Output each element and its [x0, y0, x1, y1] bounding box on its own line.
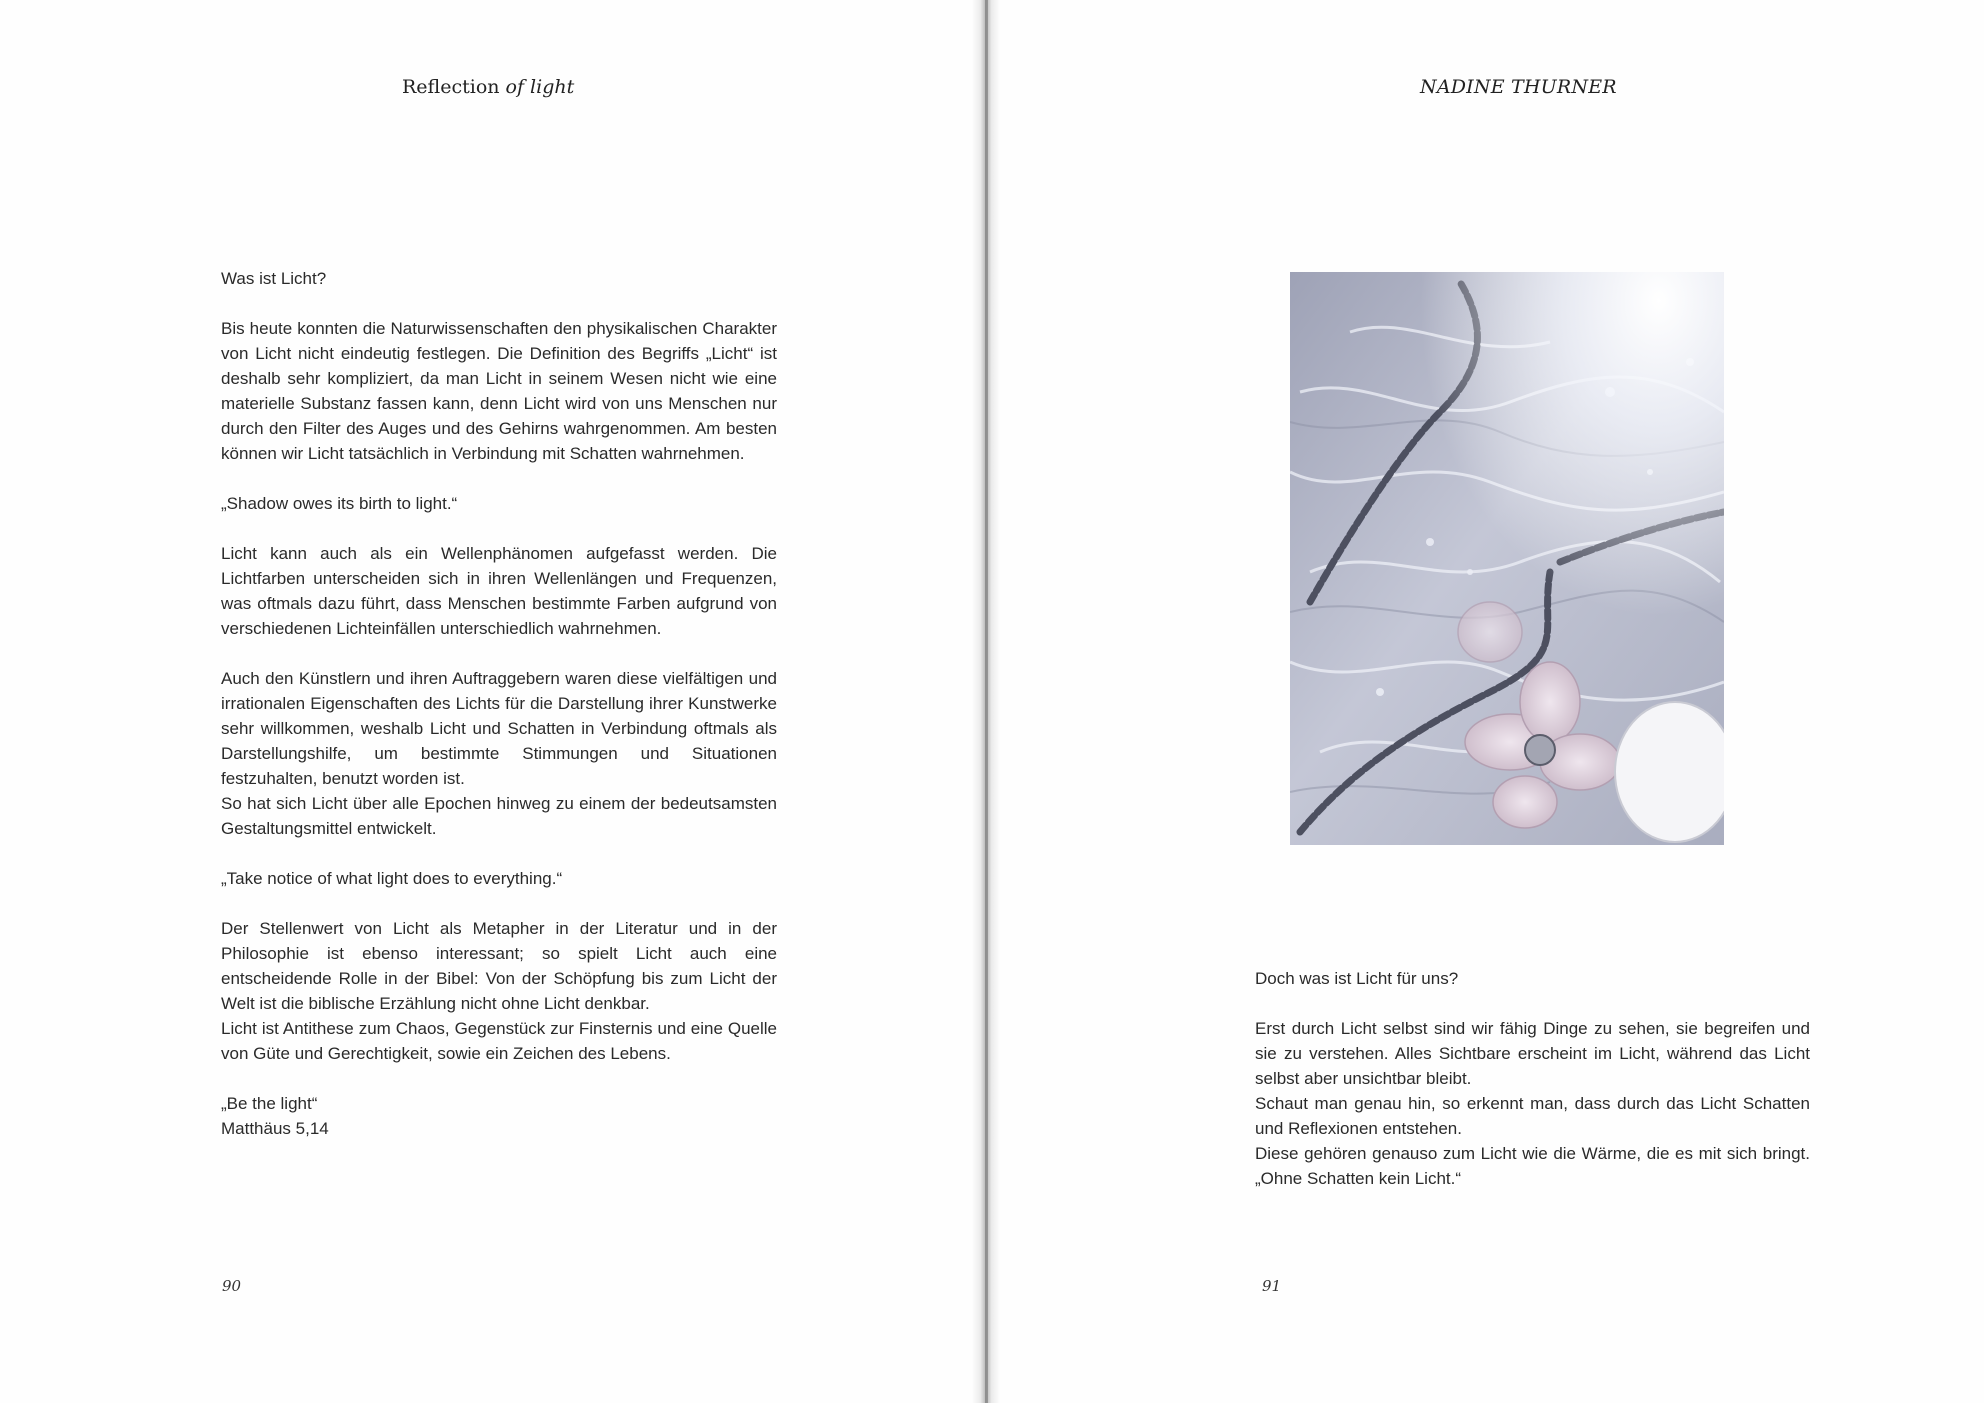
running-head-left-italic: of light	[505, 76, 575, 98]
left-paragraph-4: So hat sich Licht über alle Epochen hinweg zu einem der bedeutsamsten Gestaltungsmittel entwickelt.	[221, 794, 777, 838]
right-paragraph-group	[1255, 1016, 1810, 1191]
running-head-left	[402, 76, 574, 98]
left-paragraph-3-group	[221, 666, 777, 841]
right-heading: Doch was ist Licht für uns?	[1255, 969, 1459, 988]
right-paragraph-1: Erst durch Licht selbst sind wir fähig Dinge zu sehen, sie begreifen und sie zu verstehen. Alles Sichtbare erscheint im Licht, während das Licht selbst aber unsichtbar bleibt.	[1255, 1019, 1810, 1088]
right-paragraph-2: Schaut man genau hin, so erkennt man, dass durch das Licht Schatten und Reflexionen entstehen.	[1255, 1094, 1810, 1138]
left-quote-source: Matthäus 5,14	[221, 1119, 329, 1138]
left-paragraph-5-group	[221, 916, 777, 1066]
page-number-right: 91	[1262, 1277, 1282, 1295]
running-head-left-main: Reflection	[402, 76, 506, 98]
left-paragraph-3: Auch den Künstlern und ihren Auftraggebern waren diese vielfältigen und irrationalen Eigenschaften des Lichts für die Darstellung ihrer Kunstwerke sehr willkommen, weshalb Licht und Schatten in Verbindung oftmals als Darstellungshilfe, um bestimmte Stimmungen und Situationen festzuhalten, benutzt worden ist.	[221, 669, 777, 788]
book-gutter-line	[985, 0, 988, 1403]
left-paragraph-2: Licht kann auch als ein Wellenphänomen aufgefasst werden. Die Lichtfarben unterscheiden sich in ihren Wellenlängen und Frequenzen, was oftmals dazu führt, dass Menschen bestimmte Farben aufgrund von verschiedenen Lichteinfällen unterschiedlich wahrnehmen.	[221, 544, 777, 638]
left-paragraph-1: Bis heute konnten die Naturwissenschaften den physikalischen Charakter von Licht nicht eindeutig festlegen. Die Definition des Begriffs „Licht“ ist deshalb sehr kompliziert, da man Licht in seinem Wesen nicht wie eine materielle Substanz fassen kann, denn Licht wird von uns Menschen nur durch den Filter des Auges und des Gehirns wahrgenommen. Am besten können wir Licht tatsächlich in Verbindung mit Schatten wahrnehmen.	[221, 319, 777, 463]
left-heading: Was ist Licht?	[221, 269, 327, 288]
left-paragraph-6: Licht ist Antithese zum Chaos, Gegenstück zur Finsternis und eine Quelle von Güte und Gerechtigkeit, sowie ein Zeichen des Lebens.	[221, 1019, 777, 1063]
running-head-right: NADINE THURNER	[1420, 76, 1617, 98]
left-paragraph-5: Der Stellenwert von Licht als Metapher in der Literatur und in der Philosophie ist ebenso interessant; so spielt Licht auch eine entscheidende Rolle in der Bibel: Von der Schöpfung bis zum Licht der Welt ist die biblische Erzählung nicht ohne Licht denkbar.	[221, 919, 777, 1013]
page-number-left: 90	[222, 1277, 242, 1295]
left-page-body	[221, 266, 777, 1166]
right-paragraph-3: Diese gehören genauso zum Licht wie die Wärme, die es mit sich bringt. „Ohne Schatten kein Licht.“	[1255, 1144, 1810, 1188]
left-quote-2: „Take notice of what light does to everything.“	[221, 869, 563, 888]
photo-illustration	[1290, 272, 1724, 845]
right-page-body	[1255, 966, 1810, 1216]
left-quote-3: „Be the light“	[221, 1094, 318, 1113]
photo-water-chain-flowers	[1290, 272, 1724, 845]
left-quote-3-group	[221, 1091, 777, 1141]
left-quote-1: „Shadow owes its birth to light.“	[221, 494, 458, 513]
